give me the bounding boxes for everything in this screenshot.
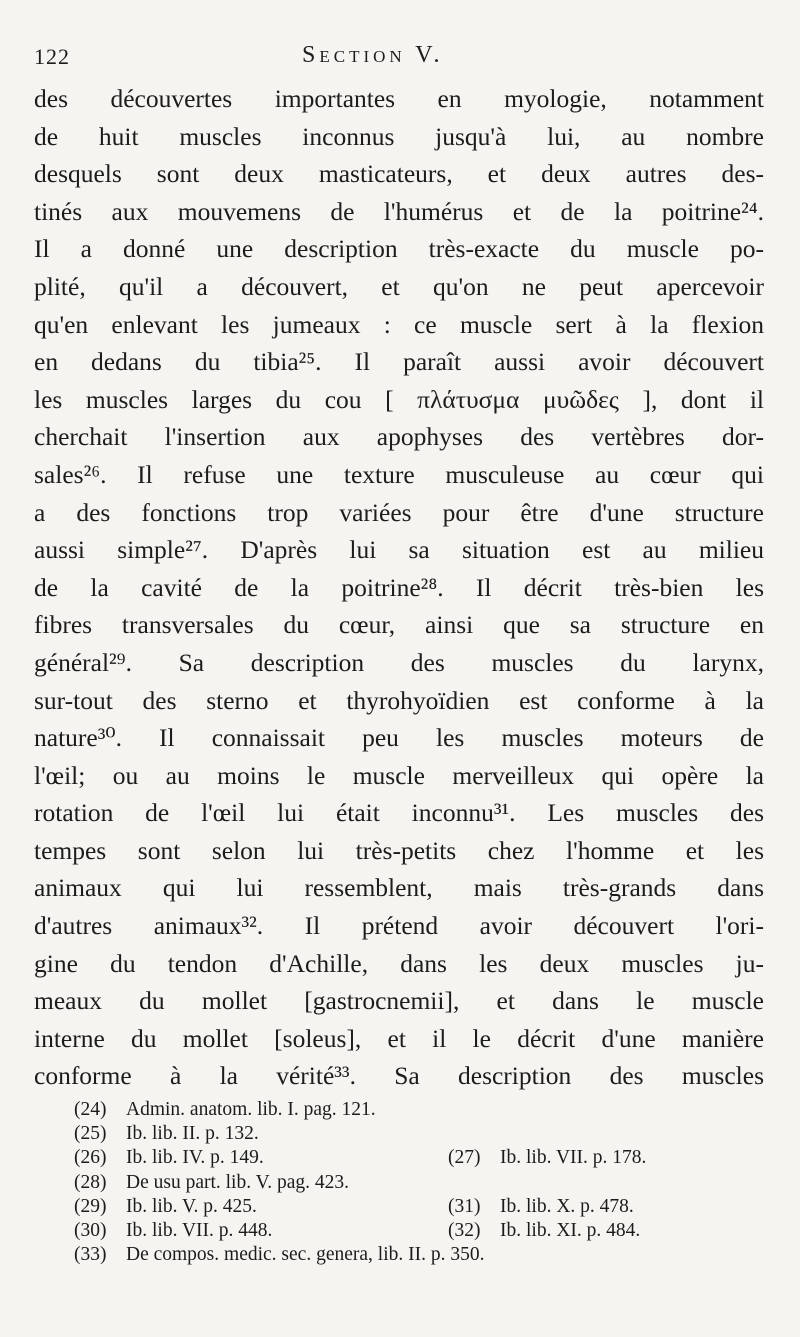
text-line: qu'en enlevant les jumeaux : ce muscle sert à la flexion — [34, 309, 764, 339]
footnote-number: (26) — [74, 1147, 107, 1169]
text-line: de la cavité de la poitrine²⁸. Il décrit très-bien les — [34, 572, 764, 602]
text-line: rotation de l'œil lui était inconnu³¹. Les muscles des — [34, 798, 764, 828]
footnote-text: Ib. lib. V. p. 425. — [126, 1195, 257, 1217]
text-line: des découvertes importantes en myologie, notamment — [34, 84, 764, 113]
text-line: aussi simple²⁷. D'après lui sa situation est au milieu — [34, 535, 764, 565]
footnote-number: (29) — [74, 1195, 107, 1217]
footnote-28 — [74, 1172, 349, 1193]
page-header — [34, 38, 774, 78]
footnote-row — [74, 1122, 754, 1146]
footnote-number: (28) — [74, 1171, 107, 1193]
footnote-text: Ib. lib. X. p. 478. — [500, 1195, 634, 1217]
text-line: tempes sont selon lui très-petits chez l'homme et les — [34, 835, 764, 865]
footnote-number: (24) — [74, 1099, 107, 1120]
footnote-text: Ib. lib. VII. p. 178. — [500, 1147, 647, 1169]
footnote-26 — [74, 1147, 264, 1168]
text-line: nature³⁰. Il connaissait peu les muscles moteurs de — [34, 723, 764, 753]
footnote-31 — [448, 1195, 634, 1219]
text-line: en dedans du tibia²⁵. Il paraît aussi avoir découvert — [34, 347, 764, 377]
footnote-32 — [448, 1219, 640, 1243]
footnote-number: (25) — [74, 1123, 107, 1145]
footnote-29 — [74, 1196, 257, 1217]
text-line: desquels sont deux masticateurs, et deux autres des- — [34, 159, 764, 189]
footnote-number: (30) — [74, 1219, 107, 1241]
text-line: meaux du mollet [gastrocnemii], et dans le muscle — [34, 986, 764, 1016]
footnote-number: (33) — [74, 1244, 107, 1266]
footnote-text: De usu part. lib. V. pag. 423. — [126, 1171, 349, 1193]
text-line: gine du tendon d'Achille, dans les deux muscles ju- — [34, 948, 764, 978]
footnote-text: De compos. medic. sec. genera, lib. II. p. 350. — [126, 1244, 485, 1266]
footnote-33 — [74, 1244, 484, 1265]
text-line: plité, qu'il a découvert, et qu'on ne peut apercevoir — [34, 271, 764, 301]
footnote-row — [74, 1146, 754, 1170]
text-line: sales²⁶. Il refuse une texture musculeuse au cœur qui — [34, 459, 764, 489]
body-text — [34, 80, 764, 1095]
footnote-row — [74, 1243, 754, 1267]
text-line: animaux qui lui ressemblent, mais très-grands dans — [34, 873, 764, 903]
footnotes — [74, 1098, 754, 1267]
text-line: les muscles larges du cou [ πλάτυσμα μυῶδες ], dont il — [34, 384, 764, 414]
footnote-row — [74, 1098, 754, 1122]
text-line: sur-tout des sterno et thyrohyoïdien est conforme à la — [34, 685, 764, 715]
footnote-27 — [448, 1146, 646, 1170]
footnote-row — [74, 1171, 754, 1195]
text-line: général²⁹. Sa description des muscles du larynx, — [34, 647, 764, 677]
footnote-number: (32) — [448, 1219, 481, 1241]
text-line: de huit muscles inconnus jusqu'à lui, au nombre — [34, 121, 764, 151]
footnote-text: Ib. lib. II. p. 132. — [126, 1123, 259, 1145]
text-line: l'œil; ou au moins le muscle merveilleux qui opère la — [34, 760, 764, 790]
page-number: 122 — [34, 44, 70, 69]
text-line: tinés aux mouvemens de l'humérus et de la poitrine²⁴. — [34, 196, 764, 226]
footnote-30 — [74, 1220, 272, 1241]
footnote-number: (27) — [448, 1147, 481, 1169]
footnote-text: Ib. lib. VII. p. 448. — [126, 1219, 273, 1241]
text-line: interne du mollet [soleus], et il le décrit d'une manière — [34, 1023, 764, 1053]
text-line: Il a donné une description très-exacte du muscle po- — [34, 234, 764, 264]
footnote-text: Ib. lib. IV. p. 149. — [126, 1147, 264, 1169]
footnote-row — [74, 1195, 754, 1219]
footnote-text: Admin. anatom. lib. I. pag. 121. — [126, 1099, 376, 1120]
footnote-24 — [74, 1099, 376, 1120]
text-line: cherchait l'insertion aux apophyses des vertèbres dor- — [34, 422, 764, 452]
text-line: conforme à la vérité³³. Sa description des muscles — [34, 1061, 764, 1091]
text-line: a des fonctions trop variées pour être d'une structure — [34, 497, 764, 527]
footnote-row — [74, 1219, 754, 1243]
text-line: d'autres animaux³². Il prétend avoir découvert l'ori- — [34, 911, 764, 941]
text-line: fibres transversales du cœur, ainsi que sa structure en — [34, 610, 764, 640]
running-head: Section V. — [302, 42, 444, 68]
footnote-number: (31) — [448, 1195, 481, 1217]
footnote-25 — [74, 1123, 259, 1144]
footnote-text: Ib. lib. XI. p. 484. — [500, 1219, 641, 1241]
